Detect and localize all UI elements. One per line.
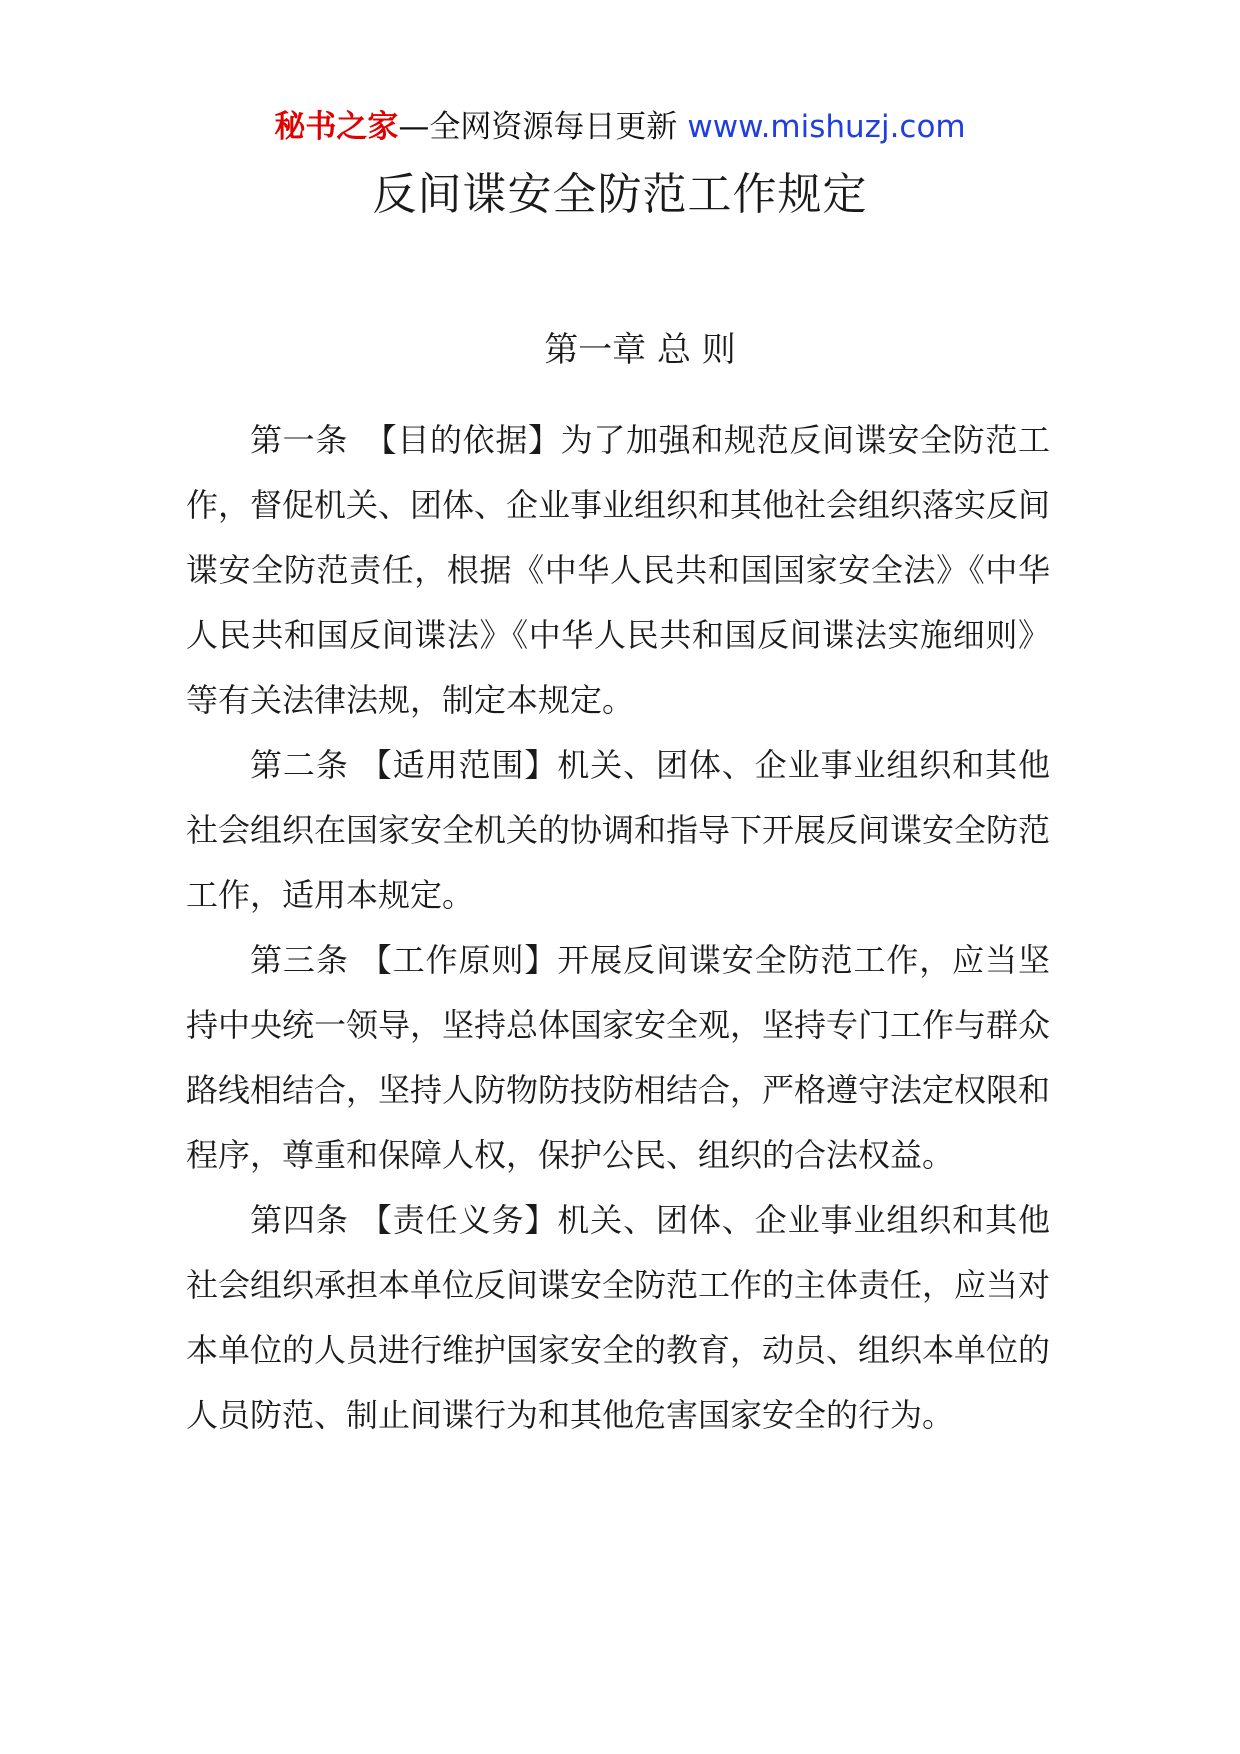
article-2: 第二条 【适用范围】机关、团体、企业事业组织和其他社会组织在国家安全机关的协调和指导下开展反间谍安全防范工作，适用本规定。: [186, 746, 1051, 914]
site-tagline: —全网资源每日更新: [398, 109, 678, 145]
site-header: [0, 102, 1240, 152]
document-title: 反间谍安全防范工作规定: [372, 169, 868, 220]
site-brand: 秘书之家: [274, 109, 399, 145]
chapter-heading: 第一章 总 则: [544, 330, 736, 370]
article-4: 第四条 【责任义务】机关、团体、企业事业组织和其他社会组织承担本单位反间谍安全防范工作的主体责任，应当对本单位的人员进行维护国家安全的教育，动员、组织本单位的人员防范、制止间谍行为和其他危害国家安全的行为。: [186, 1201, 1051, 1434]
site-url-link[interactable]: www.mishuzj.com: [687, 109, 966, 145]
document-body: [186, 408, 1050, 1448]
article-1: 第一条 【目的依据】为了加强和规范反间谍安全防范工作，督促机关、团体、企业事业组织和其他社会组织落实反间谍安全防范责任，根据《中华人民共和国国家安全法》《中华人民共和国反间谍法》《中华人民共和国反间谍法实施细则》等有关法律法规，制定本规定。: [186, 421, 1051, 719]
article-3: 第三条 【工作原则】开展反间谍安全防范工作，应当坚持中央统一领导，坚持总体国家安全观，坚持专门工作与群众路线相结合，坚持人防物防技防相结合，严格遵守法定权限和程序，尊重和保障人权，保护公民、组织的合法权益。: [186, 941, 1051, 1174]
